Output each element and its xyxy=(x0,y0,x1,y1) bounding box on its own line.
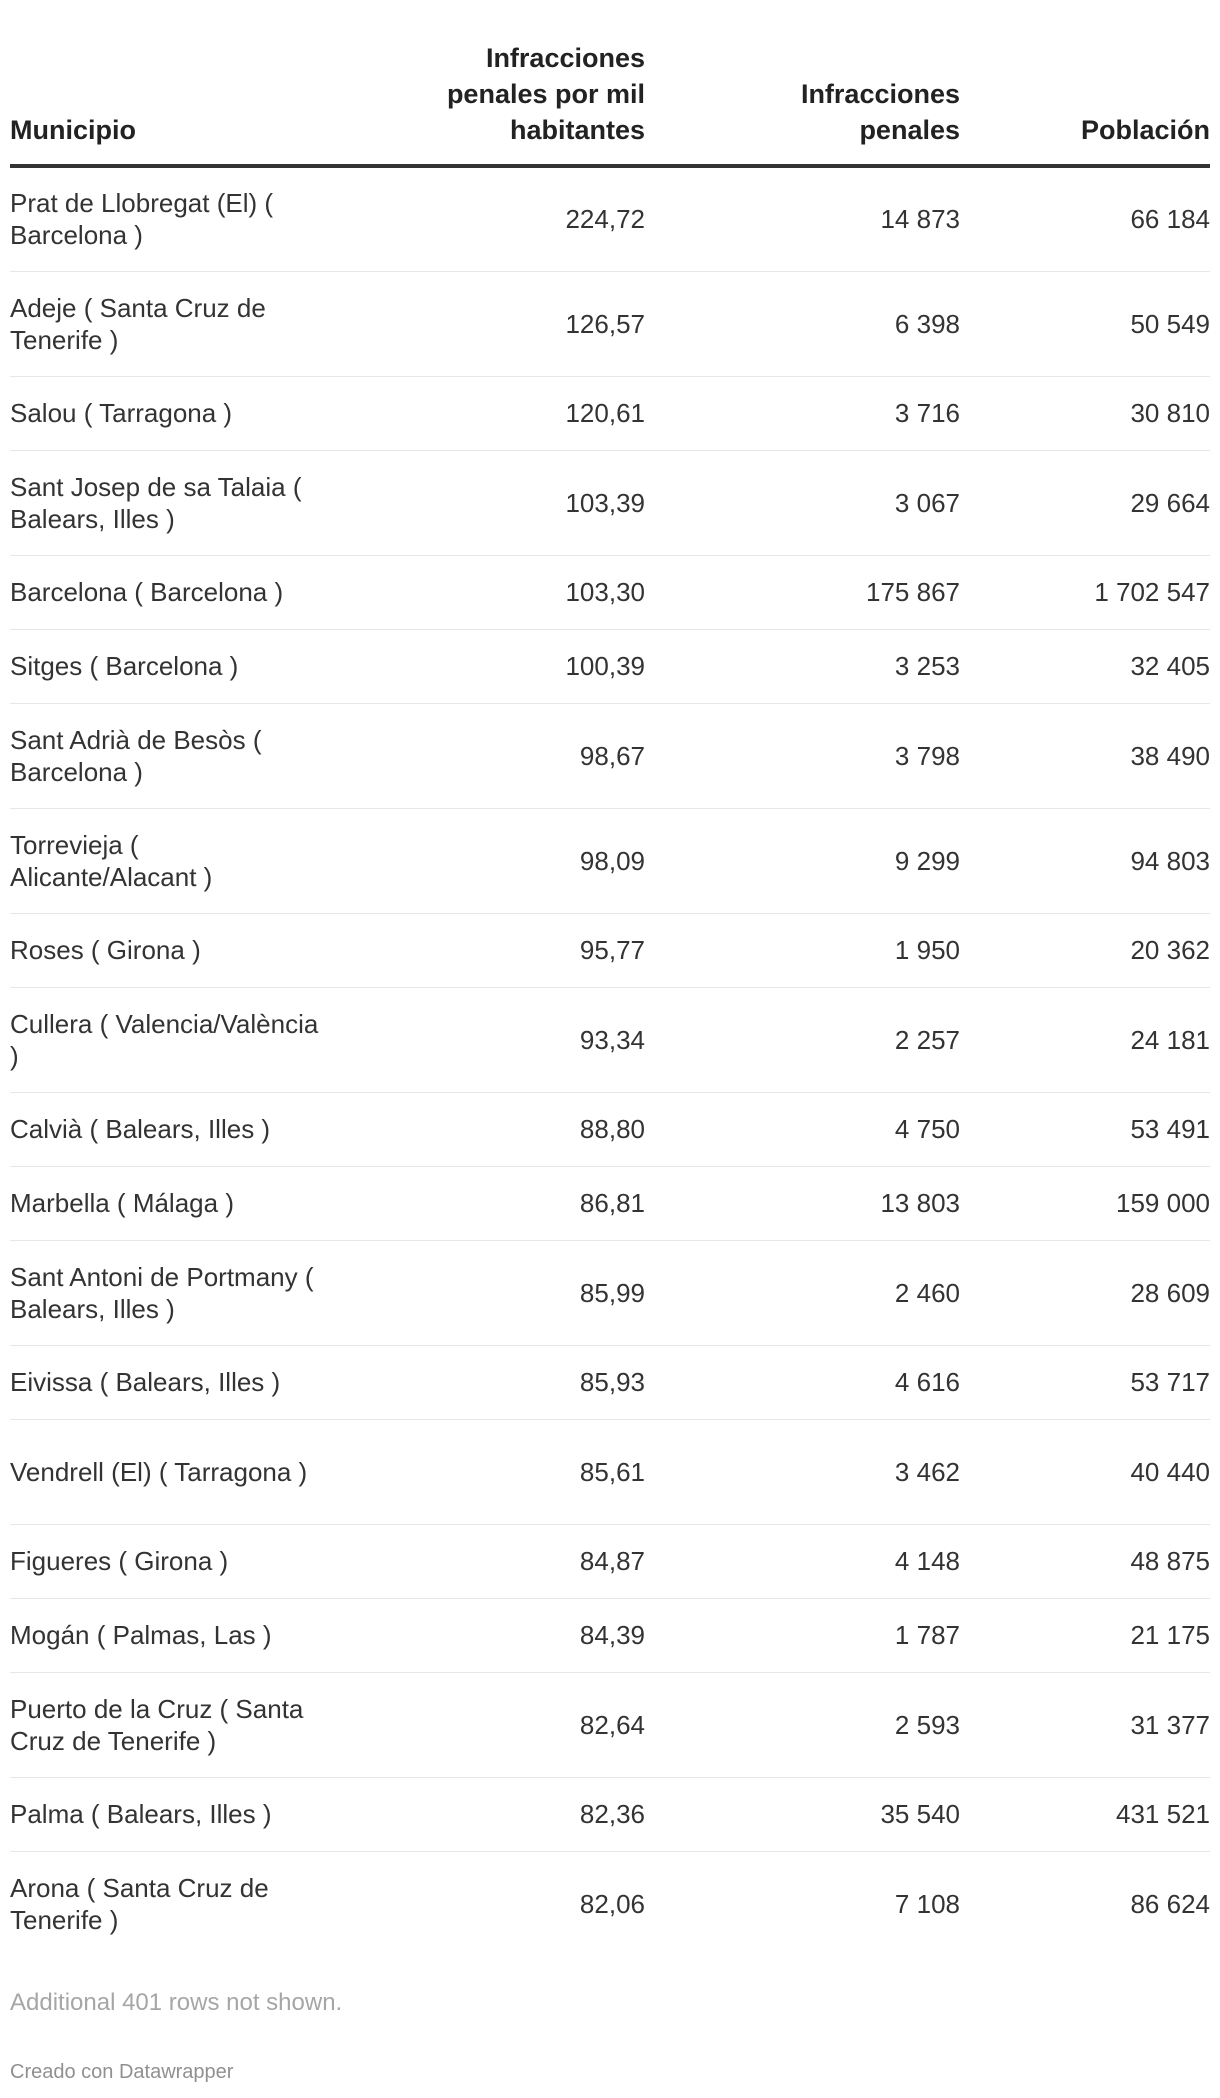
table-notes: Additional 401 rows not shown. xyxy=(10,1989,343,2016)
cell-population: 53 491 xyxy=(960,1092,1210,1166)
cell-offences: 3 798 xyxy=(645,703,960,808)
cell-rate: 84,87 xyxy=(330,1524,645,1598)
cell-offences: 7 108 xyxy=(894,1888,960,1919)
cell-municipio: Marbella ( Málaga ) xyxy=(10,1166,330,1240)
cell-rate: 84,39 xyxy=(330,1598,645,1672)
cell-offences: 175 867 xyxy=(645,555,960,629)
cell-offences: 2 257 xyxy=(645,987,960,1092)
cell-population: 28 609 xyxy=(960,1240,1210,1345)
cell-municipio: Arona ( Santa Cruz de Tenerife ) xyxy=(10,1872,269,1935)
cell-population: 48 875 xyxy=(960,1524,1210,1598)
cell-municipio: Mogán ( Palmas, Las ) xyxy=(10,1598,330,1672)
cell-population: 86 624 xyxy=(1130,1888,1210,1919)
cell-municipio: Sant Antoni de Portmany ( Balears, Illes ) xyxy=(10,1240,330,1345)
cell-population: 66 184 xyxy=(960,166,1210,271)
cell-rate: 85,61 xyxy=(330,1419,645,1524)
cell-offences: 3 462 xyxy=(645,1419,960,1524)
cell-municipio: Palma ( Balears, Illes ) xyxy=(10,1777,330,1851)
cell-municipio: Calvià ( Balears, Illes ) xyxy=(10,1092,330,1166)
cell-rate: 98,67 xyxy=(330,703,645,808)
cell-population: 159 000 xyxy=(960,1166,1210,1240)
cell-municipio: Eivissa ( Balears, Illes ) xyxy=(10,1345,330,1419)
cell-offences: 3 253 xyxy=(645,629,960,703)
cell-offences: 14 873 xyxy=(645,166,960,271)
table-row xyxy=(10,1419,1210,1524)
cell-population: 40 440 xyxy=(960,1419,1210,1524)
cell-municipio: Figueres ( Girona ) xyxy=(10,1524,330,1598)
cell-offences: 35 540 xyxy=(645,1777,960,1851)
cell-offences: 9 299 xyxy=(645,808,960,913)
cell-rate: 98,09 xyxy=(330,808,645,913)
column-header-population[interactable]: Población xyxy=(960,40,1210,166)
table-row xyxy=(10,376,1210,450)
cell-municipio: Barcelona ( Barcelona ) xyxy=(10,555,330,629)
cell-population: 24 181 xyxy=(960,987,1210,1092)
cell-rate: 93,34 xyxy=(330,987,645,1092)
table-row xyxy=(10,1851,1210,1956)
cell-offences: 3 716 xyxy=(645,376,960,450)
cell-population: 1 702 547 xyxy=(960,555,1210,629)
cell-population: 29 664 xyxy=(960,450,1210,555)
header-row xyxy=(10,40,1210,166)
table-row xyxy=(10,629,1210,703)
cell-offences: 4 148 xyxy=(645,1524,960,1598)
table-body xyxy=(10,166,1210,1956)
column-header-municipio[interactable]: Municipio xyxy=(10,40,330,166)
table-row xyxy=(10,1777,1210,1851)
cell-offences: 4 616 xyxy=(645,1345,960,1419)
cell-rate: 103,39 xyxy=(330,450,645,555)
cell-municipio: Salou ( Tarragona ) xyxy=(10,376,330,450)
cell-rate: 85,93 xyxy=(330,1345,645,1419)
cell-rate: 95,77 xyxy=(330,913,645,987)
cell-rate: 88,80 xyxy=(330,1092,645,1166)
cell-population: 38 490 xyxy=(960,703,1210,808)
table-row xyxy=(10,987,1210,1092)
table-row xyxy=(10,271,1210,376)
table-row xyxy=(10,555,1210,629)
cell-municipio: Puerto de la Cruz ( Santa Cruz de Tenerife ) xyxy=(10,1672,330,1777)
cell-municipio: Sitges ( Barcelona ) xyxy=(10,629,330,703)
cell-offences: 1 787 xyxy=(645,1598,960,1672)
table-row xyxy=(10,1240,1210,1345)
table-row xyxy=(10,1598,1210,1672)
cell-offences: 13 803 xyxy=(645,1166,960,1240)
cell-offences: 6 398 xyxy=(645,271,960,376)
table-row xyxy=(10,166,1210,271)
cell-population: 21 175 xyxy=(960,1598,1210,1672)
cell-offences: 1 950 xyxy=(645,913,960,987)
cell-municipio: Roses ( Girona ) xyxy=(10,913,330,987)
cell-offences: 3 067 xyxy=(645,450,960,555)
table-row xyxy=(10,1345,1210,1419)
cell-population: 431 521 xyxy=(960,1777,1210,1851)
cell-rate: 82,36 xyxy=(330,1777,645,1851)
cell-population: 20 362 xyxy=(960,913,1210,987)
cell-rate: 82,06 xyxy=(579,1888,645,1919)
table-row xyxy=(10,808,1210,913)
cell-municipio: Vendrell (El) ( Tarragona ) xyxy=(10,1419,330,1524)
cell-rate: 100,39 xyxy=(330,629,645,703)
cell-population: 94 803 xyxy=(960,808,1210,913)
table-row xyxy=(10,1092,1210,1166)
data-table xyxy=(10,40,1210,1956)
column-header-rate[interactable]: Infracciones penales por mil habitantes xyxy=(330,40,645,166)
table-row xyxy=(10,1166,1210,1240)
column-header-offences[interactable]: Infracciones penales xyxy=(645,40,960,166)
cell-offences: 2 460 xyxy=(645,1240,960,1345)
credit-text: Creado con Datawrapper xyxy=(10,2061,234,2083)
cell-offences: 2 593 xyxy=(645,1672,960,1777)
table-row xyxy=(10,1672,1210,1777)
cell-offences: 4 750 xyxy=(645,1092,960,1166)
table-row xyxy=(10,450,1210,555)
cell-municipio: Torrevieja ( Alicante/Alacant ) xyxy=(10,808,330,913)
cell-rate: 126,57 xyxy=(330,271,645,376)
cell-municipio: Adeje ( Santa Cruz de Tenerife ) xyxy=(10,271,330,376)
cell-rate: 120,61 xyxy=(330,376,645,450)
cell-municipio: Sant Adrià de Besòs ( Barcelona ) xyxy=(10,703,330,808)
cell-population: 50 549 xyxy=(960,271,1210,376)
table-row xyxy=(10,1524,1210,1598)
cell-rate: 86,81 xyxy=(330,1166,645,1240)
cell-rate: 103,30 xyxy=(330,555,645,629)
cell-rate: 82,64 xyxy=(330,1672,645,1777)
table-row xyxy=(10,913,1210,987)
table-row xyxy=(10,703,1210,808)
cell-rate: 85,99 xyxy=(330,1240,645,1345)
cell-municipio: Sant Josep de sa Talaia ( Balears, Illes ) xyxy=(10,450,330,555)
cell-population: 32 405 xyxy=(960,629,1210,703)
cell-population: 30 810 xyxy=(960,376,1210,450)
cell-municipio: Cullera ( Valencia/València ) xyxy=(10,987,330,1092)
cell-rate: 224,72 xyxy=(330,166,645,271)
cell-population: 31 377 xyxy=(960,1672,1210,1777)
cell-population: 53 717 xyxy=(960,1345,1210,1419)
cell-municipio: Prat de Llobregat (El) ( Barcelona ) xyxy=(10,166,330,271)
